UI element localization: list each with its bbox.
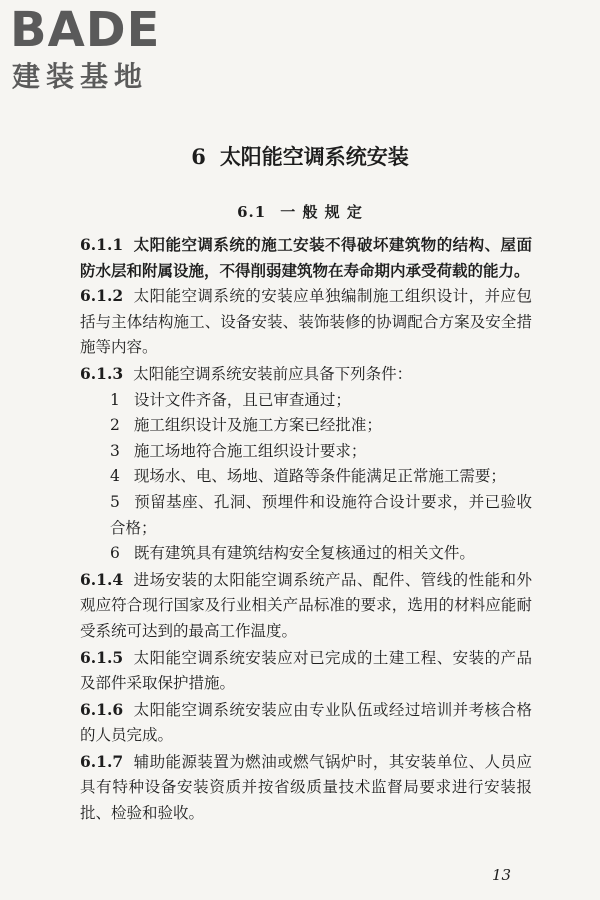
- clause-6-1-2: [80, 283, 532, 361]
- item-text: 现场水、电、场地、道路等条件能满足正常施工需要；: [133, 467, 506, 486]
- logo: [8, 2, 198, 102]
- clause-6-1-4: [80, 567, 532, 645]
- clause-6-1-5: [80, 645, 532, 697]
- clause-number: 6.1.6: [80, 699, 124, 719]
- clause-text: 辅助能源装置为燃油或燃气锅炉时，其安装单位、人员应具有特种设备安装资质并按省级质量技术监督局要求进行安装报批、检验和验收。: [80, 752, 532, 823]
- item-number: 2: [110, 416, 120, 435]
- clause-text: 太阳能空调系统的施工安装不得破坏建筑物的结构、屋面防水层和附属设施，不得削弱建筑物在寿命期内承受荷载的能力。: [80, 235, 532, 280]
- item-text: 施工场地符合施工组织设计要求；: [133, 441, 367, 460]
- clause-text: 太阳能空调系统安装应对已完成的土建工程、安装的产品及部件采取保护措施。: [80, 648, 532, 693]
- clause-number: 6.1.3: [80, 363, 124, 383]
- clause-text: 太阳能空调系统安装前应具备下列条件：: [133, 364, 413, 383]
- list-item: [80, 388, 532, 414]
- item-number: 1: [110, 390, 120, 409]
- chapter-title: [0, 142, 600, 172]
- list-item: [80, 464, 532, 490]
- clause-text: 太阳能空调系统的安装应单独编制施工组织设计，并应包括与主体结构施工、设备安装、装饰装修的协调配合方案及安全措施等内容。: [80, 287, 532, 357]
- body-text: [80, 232, 532, 827]
- item-text: 既有建筑具有建筑结构安全复核通过的相关文件。: [133, 544, 475, 563]
- list-item: [80, 490, 532, 541]
- clause-6-1-6: [80, 697, 532, 749]
- list-item: [80, 541, 532, 567]
- item-text: 预留基座、孔洞、预埋件和设施符合设计要求，并已验收合格；: [110, 492, 532, 537]
- item-number: 4: [110, 467, 120, 486]
- clause-number: 6.1.1: [80, 235, 124, 254]
- clause-6-1-3: [80, 361, 532, 388]
- list-item: [80, 439, 532, 465]
- logo-subtitle: 建装基地: [12, 60, 149, 93]
- clause-6-1-7: [80, 749, 532, 827]
- section-title: [0, 200, 600, 224]
- clause-number: 6.1.4: [80, 569, 124, 589]
- item-number: 6: [110, 544, 120, 563]
- chapter-title-text: 太阳能空调系统安装: [219, 144, 409, 169]
- page-number: 13: [492, 866, 512, 884]
- clause-text: 进场安装的太阳能空调系统产品、配件、管线的性能和外观应符合现行国家及行业相关产品标准的要求，选用的材料应能耐受系统可达到的最高工作温度。: [80, 570, 532, 640]
- clause-number: 6.1.5: [80, 647, 124, 667]
- clause-number: 6.1.7: [80, 751, 124, 771]
- item-number: 5: [110, 492, 120, 511]
- item-number: 3: [110, 441, 120, 460]
- chapter-number: 6: [191, 144, 206, 169]
- list-item: [80, 413, 532, 439]
- clause-number: 6.1.2: [80, 286, 124, 306]
- section-title-text: 一 般 规 定: [280, 203, 363, 221]
- section-number: 6.1: [237, 203, 267, 221]
- clause-text: 太阳能空调系统安装应由专业队伍或经过培训并考核合格的人员完成。: [80, 700, 532, 745]
- item-text: 施工组织设计及施工方案已经批准；: [133, 416, 382, 435]
- clause-6-1-1: [80, 232, 532, 283]
- item-text: 设计文件齐备，且已审查通过；: [133, 390, 351, 409]
- logo-wordmark: BADE: [10, 2, 161, 58]
